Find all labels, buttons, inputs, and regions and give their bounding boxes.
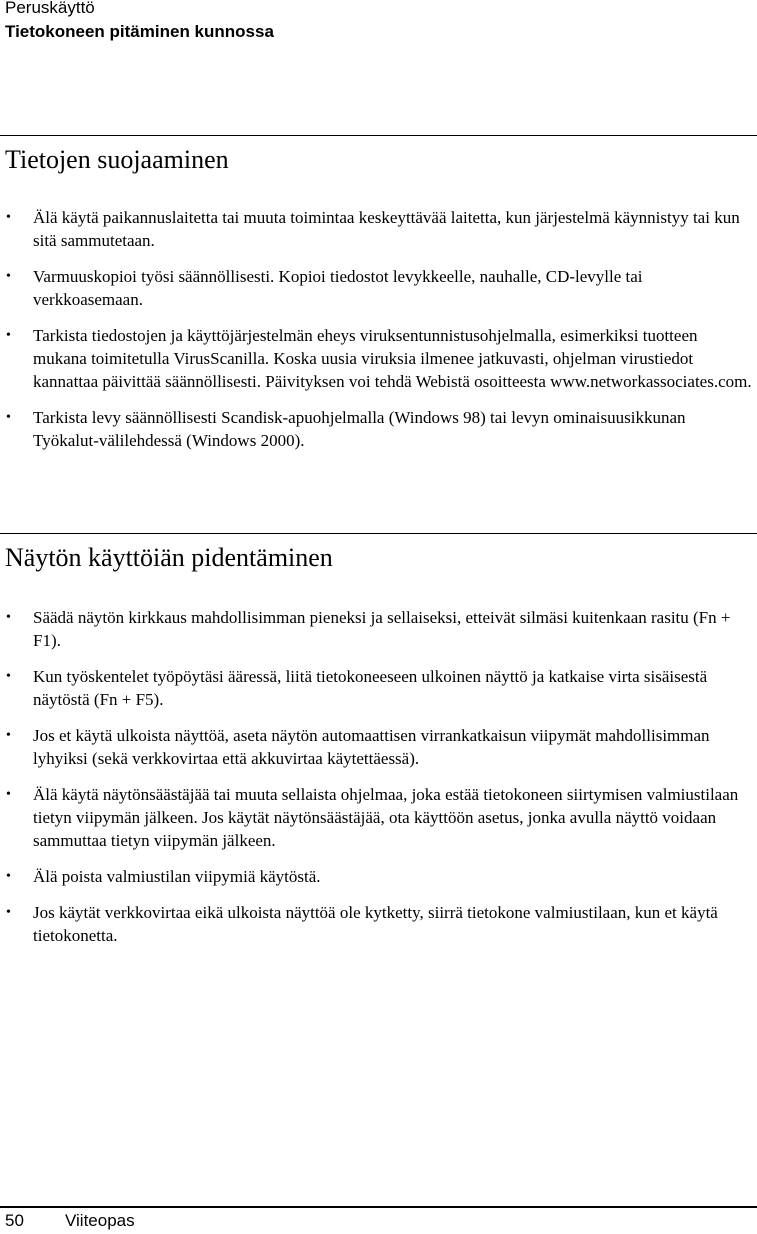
list-item — [0, 665, 757, 711]
section-title-data-protection: Tietojen suojaaminen — [5, 145, 229, 174]
bullet-icon: • — [6, 869, 11, 884]
list-item-text: Jos et käytä ulkoista näyttöä, aseta näytön automaattisen virrankatkaisun viipymät mahdollisimman lyhyiksi (sekä verkkovirtaa että akkuvirtaa käytettäessä). — [33, 726, 710, 768]
list-item-text: Tarkista levy säännöllisesti Scandisk-apuohjelmalla (Windows 98) tai levyn ominaisuusikkunan Työkalut-välilehdessä (Windows 2000). — [33, 408, 686, 450]
bullet-list-data-protection — [0, 206, 757, 465]
section-title-display-life: Näytön käyttöiän pidentäminen — [5, 543, 333, 572]
list-item-text: Älä käytä näytönsäästäjää tai muuta sellaista ohjelmaa, joka estää tietokoneen siirtymisen valmiustilaan tietyn viipymän jälkeen. Jos käytät näytönsäästäjää, ota käyttöön asetus, jonka avulla näyttö voidaan sammuttaa tietyn viipymän jälkeen. — [33, 785, 739, 850]
section-divider — [0, 533, 757, 534]
list-item — [0, 265, 757, 311]
page-number: 50 — [5, 1211, 24, 1230]
list-item — [0, 724, 757, 770]
bullet-icon: • — [6, 269, 11, 284]
header-section-label: Peruskäyttö — [5, 0, 95, 17]
list-item — [0, 406, 757, 452]
bullet-icon: • — [6, 787, 11, 802]
list-item — [0, 324, 757, 393]
list-item-text: Jos käytät verkkovirtaa eikä ulkoista näyttöä ole kytketty, siirrä tietokone valmiustilaan, kun et käytä tietokonetta. — [33, 903, 718, 945]
bullet-list-display-life — [0, 606, 757, 960]
list-item-text: Varmuuskopioi työsi säännöllisesti. Kopioi tiedostot levykkeelle, nauhalle, CD-levylle tai verkkoasemaan. — [33, 267, 643, 309]
footer-divider — [0, 1206, 757, 1208]
list-item-text: Tarkista tiedostojen ja käyttöjärjestelmän eheys viruksentunnistusohjelmalla, esimerkiksi tuotteen mukana toimitetulla VirusScanilla. Koska uusia viruksia ilmenee jatkuvasti, ohjelman virustiedot kannattaa päivittää säännöllisesti. Päivityksen voi tehdä Webistä osoitteesta www.networkassociates.com. — [33, 326, 752, 391]
list-item — [0, 606, 757, 652]
bullet-icon: • — [6, 328, 11, 343]
list-item-text: Kun työskentelet työpöytäsi ääressä, liitä tietokoneeseen ulkoinen näyttö ja katkaise virta sisäisestä näytöstä (Fn + F5). — [33, 667, 708, 709]
bullet-icon: • — [6, 728, 11, 743]
header-chapter-title: Tietokoneen pitäminen kunnossa — [5, 22, 274, 41]
list-item-text: Älä poista valmiustilan viipymiä käytöstä. — [33, 867, 321, 886]
list-item — [0, 901, 757, 947]
section-divider — [0, 135, 757, 136]
bullet-icon: • — [6, 610, 11, 625]
bullet-icon: • — [6, 410, 11, 425]
bullet-icon: • — [6, 669, 11, 684]
list-item-text: Säädä näytön kirkkaus mahdollisimman pieneksi ja sellaiseksi, etteivät silmäsi kuitenkaan rasitu (Fn + F1). — [33, 608, 731, 650]
bullet-icon: • — [6, 905, 11, 920]
list-item — [0, 783, 757, 852]
bullet-icon: • — [6, 210, 11, 225]
footer-book-title: Viiteopas — [65, 1211, 135, 1230]
list-item-text: Älä käytä paikannuslaitetta tai muuta toimintaa keskeyttävää laitetta, kun järjestelmä käynnistyy tai kun sitä sammutetaan. — [33, 208, 740, 250]
list-item — [0, 865, 757, 888]
list-item — [0, 206, 757, 252]
